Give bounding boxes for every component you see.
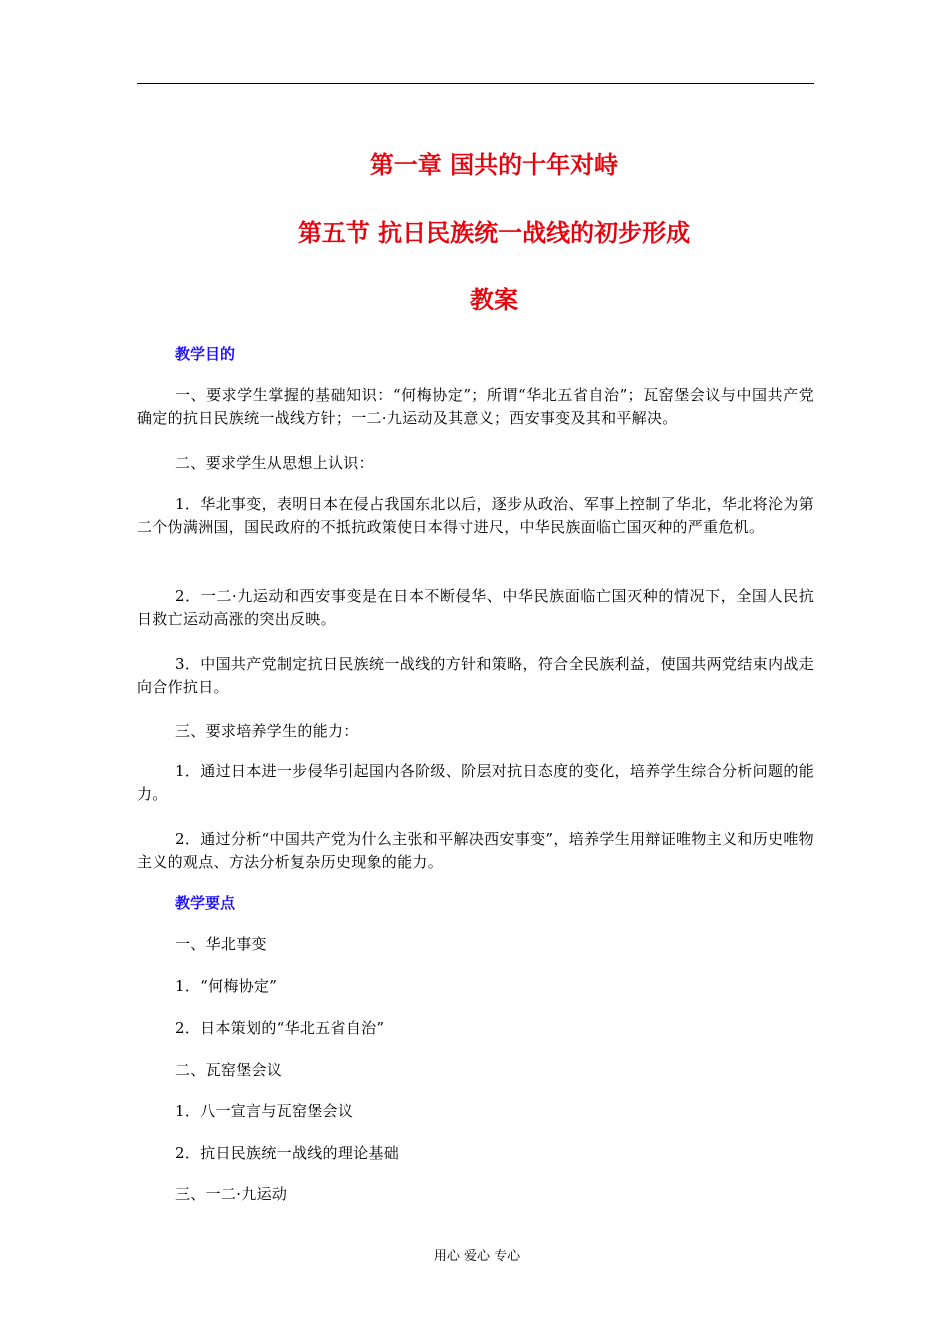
chapter-title: 第一章 国共的十年对峙 <box>369 151 619 179</box>
doc-type-title: 教案 <box>470 286 518 314</box>
objective-paragraph-3: 1．华北事变，表明日本在侵占我国东北以后，逐步从政治、军事上控制了华北，华北将沦为第二个伪满洲国，国民政府的不抵抗政策使日本得寸进尺，中华民族面临亡国灭种的严重危机。 <box>137 495 814 536</box>
key-points-heading: 教学要点 <box>175 894 236 912</box>
key-point-item: 1．八一宣言与瓦窑堡会议 <box>175 1102 354 1120</box>
objective-paragraph-6: 三、要求培养学生的能力： <box>175 722 359 740</box>
key-point-item: 三、一二·九运动 <box>175 1185 288 1203</box>
objective-paragraph-2: 二、要求学生从思想上认识： <box>175 454 374 472</box>
objective-paragraph-4: 2．一二·九运动和西安事变是在日本不断侵华、中华民族面临亡国灭种的情况下，全国人民抗日救亡运动高涨的突出反映。 <box>137 587 814 628</box>
key-point-item: 2．日本策划的“华北五省自治” <box>175 1019 385 1037</box>
header-rule <box>137 83 814 84</box>
objective-paragraph-8: 2．通过分析“中国共产党为什么主张和平解决西安事变”，培养学生用辩证唯物主义和历史唯物主义的观点、方法分析复杂历史现象的能力。 <box>137 830 814 871</box>
objectives-heading: 教学目的 <box>175 345 236 363</box>
key-point-item: 1．“何梅协定” <box>175 977 278 995</box>
objective-paragraph-1: 一、要求学生掌握的基础知识：“何梅协定”；所谓“华北五省自治”；瓦窑堡会议与中国共产党确定的抗日民族统一战线方针；一二·九运动及其意义；西安事变及其和平解决。 <box>137 386 814 427</box>
key-point-item: 一、华北事变 <box>175 935 267 953</box>
section-title: 第五节 抗日民族统一战线的初步形成 <box>297 219 691 247</box>
objective-paragraph-7: 1．通过日本进一步侵华引起国内各阶级、阶层对抗日态度的变化，培养学生综合分析问题的能力。 <box>137 762 814 803</box>
objective-paragraph-5: 3．中国共产党制定抗日民族统一战线的方针和策略，符合全民族利益，使国共两党结束内战走向合作抗日。 <box>137 655 814 696</box>
page-footer: 用心 爱心 专心 <box>433 1249 521 1264</box>
key-point-item: 二、瓦窑堡会议 <box>175 1061 283 1079</box>
key-point-item: 2．抗日民族统一战线的理论基础 <box>175 1144 400 1162</box>
